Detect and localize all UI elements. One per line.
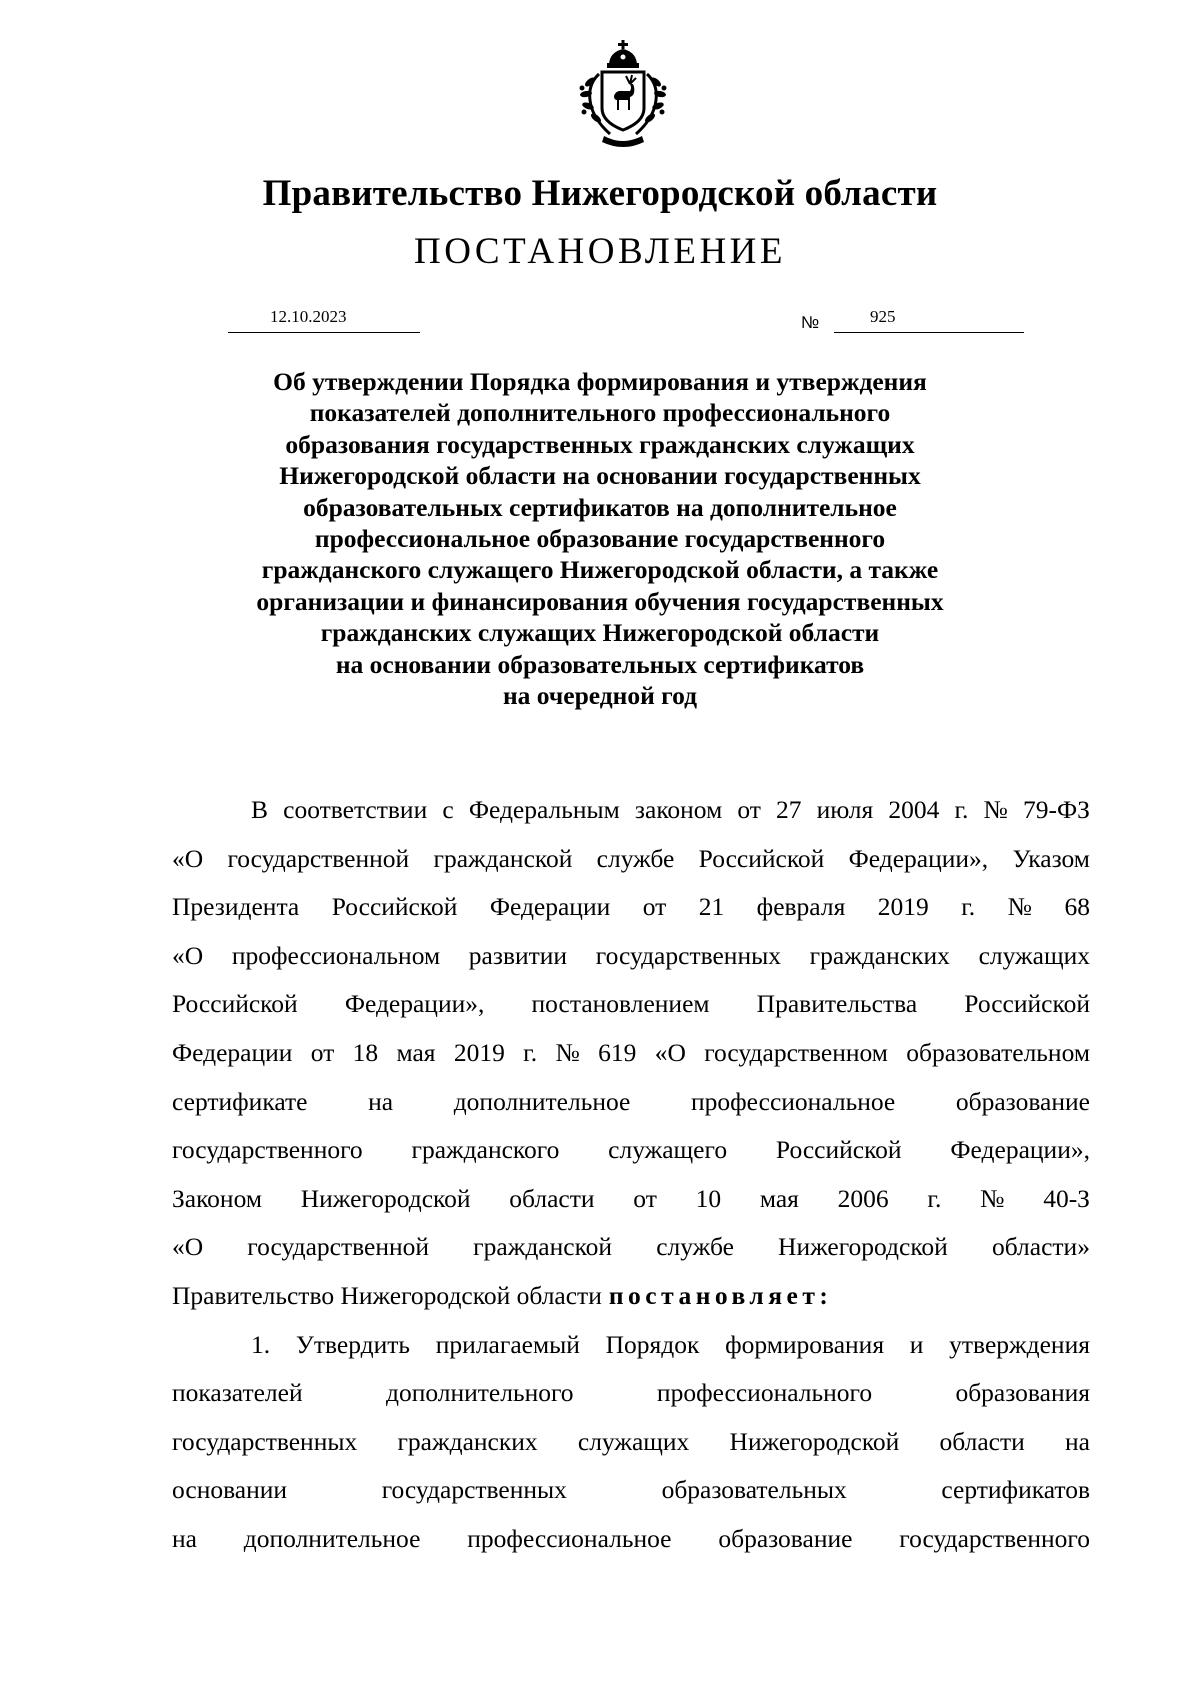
body-word: постановлением <box>531 989 710 1019</box>
body-word: гражданской <box>433 843 573 873</box>
body-word: от <box>737 795 761 824</box>
number-sign: № <box>801 313 820 332</box>
document-subject <box>200 366 1000 711</box>
body-word: соответствии <box>283 795 428 824</box>
body-word: 1. <box>251 1329 271 1359</box>
body-word: образовательных <box>661 1475 847 1505</box>
body-word: Нижегородской <box>729 1426 900 1456</box>
body-line <box>172 786 1090 835</box>
body-word: г. <box>523 1037 538 1067</box>
document-date: 12.10.2023 <box>270 307 347 326</box>
body-word: мая <box>396 1037 436 1067</box>
subject-line: гражданских служащих Нижегородской области <box>320 618 880 648</box>
body-word: г. <box>961 892 976 922</box>
body-word: дополнительного <box>385 1378 574 1408</box>
document-body <box>172 786 1090 1564</box>
body-word: от <box>310 1037 335 1067</box>
body-word: Федерации <box>489 892 611 922</box>
body-word: области» <box>991 1232 1090 1262</box>
body-word: 27 <box>776 795 802 824</box>
body-word: июля <box>816 795 874 824</box>
body-word: Президента <box>172 892 300 922</box>
body-word: Федерации <box>172 1037 293 1067</box>
body-word: от <box>633 1183 657 1213</box>
body-word: и <box>909 1329 924 1359</box>
body-line <box>172 1078 1090 1127</box>
body-word: Российской <box>331 892 458 922</box>
body-word: № <box>555 1037 580 1067</box>
body-word: профессиональное <box>467 1523 672 1553</box>
body-word: службе <box>596 843 675 873</box>
body-word: г. <box>954 795 969 824</box>
body-word: на <box>1065 1426 1090 1456</box>
body-line <box>172 932 1090 981</box>
body-word: Нижегородской <box>778 1232 948 1262</box>
date-field <box>228 306 420 333</box>
body-word: дополнительное <box>243 1523 421 1553</box>
body-word: «О <box>654 1037 686 1067</box>
body-word: профессиональное <box>691 1086 896 1116</box>
body-word: на <box>368 1086 394 1116</box>
body-word: Порядок <box>605 1329 700 1359</box>
body-word: Нижегородской <box>300 1183 471 1213</box>
body-word: Российской <box>698 843 825 873</box>
body-word: сертификатов <box>941 1475 1090 1505</box>
body-word: 18 <box>352 1037 379 1067</box>
body-word: 619 <box>598 1037 637 1067</box>
body-word: дополнительное <box>453 1086 631 1116</box>
body-word: государственных <box>381 1475 567 1505</box>
body-word: на <box>172 1523 197 1553</box>
subject-line: образования государственных гражданских служащих <box>285 429 915 459</box>
body-word: Федерации», <box>344 989 485 1019</box>
body-word: 2004 <box>888 795 940 824</box>
body-word: законом <box>634 795 723 824</box>
body-word: утверждения <box>949 1329 1090 1359</box>
body-word: 68 <box>1064 892 1090 922</box>
body-word: 10 <box>695 1183 722 1213</box>
subject-line: образовательных сертификатов на дополнительное <box>303 492 897 522</box>
subject-line: на основании образовательных сертификатов <box>335 649 865 679</box>
body-line <box>172 1223 1090 1272</box>
body-word: Российской <box>775 1135 902 1165</box>
document-type: ПОСТАНОВЛЕНИЕ <box>414 231 786 272</box>
body-word: сертификате <box>172 1086 308 1116</box>
body-word: государственной <box>227 843 410 873</box>
body-word: профессионального <box>656 1378 873 1408</box>
body-line <box>172 1175 1090 1224</box>
subject-line: гражданского служащего Нижегородской области, а также <box>261 555 939 585</box>
number-field <box>834 306 1024 333</box>
body-word: государственной <box>247 1232 430 1262</box>
body-line <box>172 1126 1090 1175</box>
body-word: служащих <box>577 1426 690 1456</box>
body-word: № <box>983 795 1008 824</box>
body-line <box>172 1515 1090 1564</box>
body-line <box>172 883 1090 932</box>
body-word: государственного <box>172 1135 363 1165</box>
body-word: № <box>1007 892 1032 922</box>
body-word: Указом <box>1012 843 1090 873</box>
body-word: 2019 <box>877 892 929 922</box>
body-word: образование <box>955 1086 1090 1116</box>
body-word: служащих <box>978 940 1090 970</box>
body-word: формирования <box>725 1329 885 1359</box>
body-line <box>172 1321 1090 1370</box>
body-word: гражданской <box>473 1232 613 1262</box>
body-word: показателей <box>172 1378 303 1408</box>
body-word: Федеральным <box>468 795 620 824</box>
body-line <box>172 1369 1090 1418</box>
body-word: государственного <box>899 1523 1090 1553</box>
body-word: от <box>642 892 667 922</box>
body-word: гражданских <box>397 1426 538 1456</box>
body-word: образования <box>955 1378 1090 1408</box>
body-word: государственных <box>595 940 781 970</box>
body-word: Федерации», <box>848 843 989 873</box>
body-line <box>172 835 1090 884</box>
body-word: 79-ФЗ <box>1023 795 1090 824</box>
body-word: Федерации», <box>950 1135 1090 1165</box>
body-line <box>172 980 1090 1029</box>
body-word: гражданского <box>411 1135 560 1165</box>
body-word: службе <box>656 1232 734 1262</box>
body-word: № <box>980 1183 1005 1213</box>
body-word: образовательном <box>906 1037 1090 1067</box>
body-word: области <box>509 1183 595 1213</box>
body-word: 40-З <box>1043 1183 1090 1213</box>
body-word: «О <box>172 843 204 873</box>
subject-line: организации и финансирования обучения государственных <box>256 586 944 616</box>
body-word: В <box>251 795 269 824</box>
body-word: области <box>939 1426 1025 1456</box>
subject-line: профессиональное образование государственного <box>314 524 886 554</box>
body-word: образование <box>718 1523 853 1553</box>
body-word: 2006 <box>837 1183 889 1213</box>
body-word: «О <box>172 940 204 970</box>
body-word: Правительства <box>756 989 918 1019</box>
government-title: Правительство Нижегородской области <box>262 173 938 214</box>
body-text-run: Правительство Нижегородской области <box>172 1280 602 1310</box>
body-word: Российской <box>172 989 298 1019</box>
body-word: «О <box>172 1232 204 1262</box>
body-word: 21 <box>698 892 725 922</box>
body-word: с <box>442 795 454 824</box>
body-line <box>172 1029 1090 1078</box>
document-number: 925 <box>870 307 896 326</box>
body-word: Утвердить <box>295 1329 411 1359</box>
subject-line: Нижегородской области на основании государственных <box>279 461 921 491</box>
body-word: гражданских <box>809 940 950 970</box>
body-word: Законом <box>172 1183 262 1213</box>
body-word: профессиональном <box>231 940 441 970</box>
body-word: служащего <box>608 1135 728 1165</box>
body-word: Российской <box>964 989 1090 1019</box>
body-word: государственном <box>704 1037 888 1067</box>
body-word: 2019 <box>453 1037 505 1067</box>
body-line <box>172 1418 1090 1467</box>
body-word: основании <box>172 1475 288 1505</box>
body-word: февраля <box>756 892 846 922</box>
body-line <box>172 1272 1090 1321</box>
body-word: прилагаемый <box>435 1329 580 1359</box>
subject-line: Об утверждении Порядка формирования и утверждения <box>273 367 927 396</box>
body-line <box>172 1466 1090 1515</box>
body-word: мая <box>759 1183 799 1213</box>
subject-line: показателей дополнительного профессионального <box>309 398 891 428</box>
resolves-word: постановляет: <box>608 1280 833 1310</box>
body-word: государственных <box>172 1426 358 1456</box>
body-word: г. <box>927 1183 942 1213</box>
body-word: развитии <box>468 940 568 970</box>
subject-line: на очередной год <box>502 681 698 711</box>
coat-of-arms-icon <box>572 38 674 150</box>
